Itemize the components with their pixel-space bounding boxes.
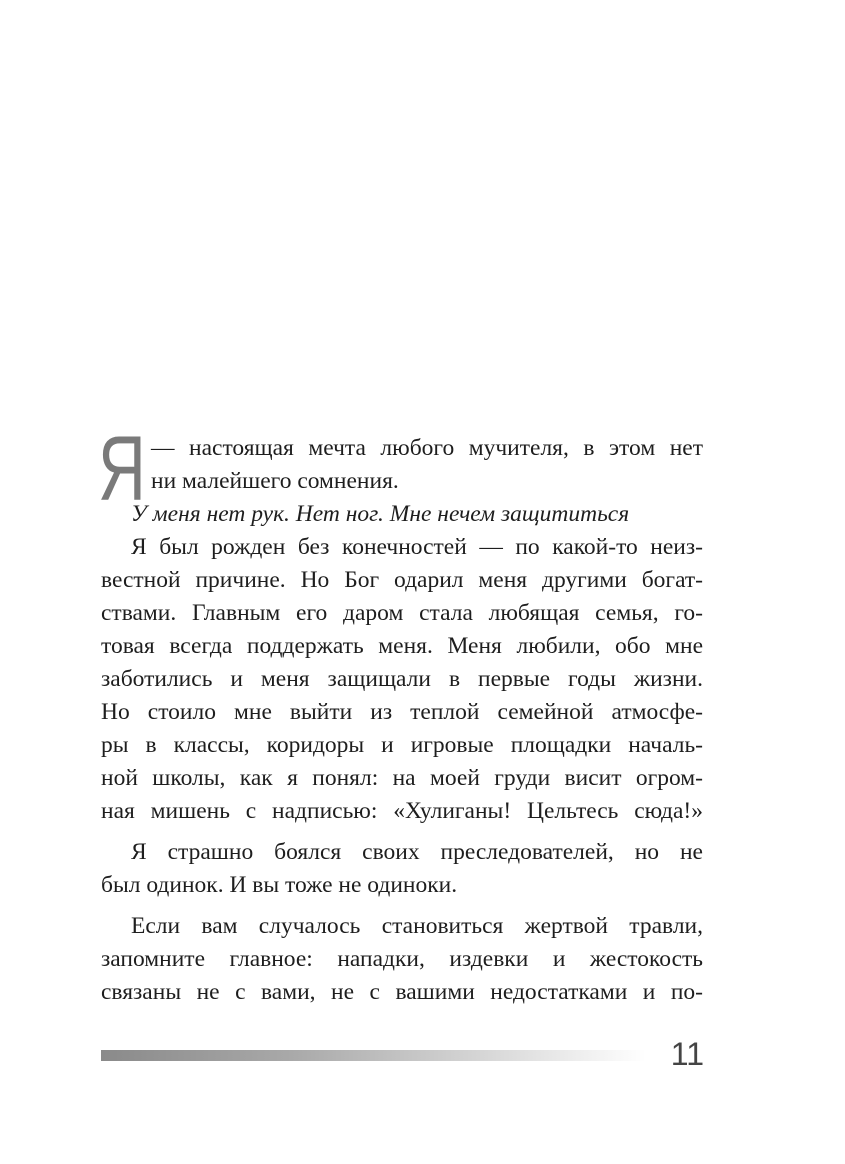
text-line: вестной причине. Но Бог одарил меня другими богат-	[101, 567, 703, 593]
text-line: — настоящая мечта любого мучителя, в этом нет	[151, 435, 703, 461]
book-page-text	[98, 418, 703, 1009]
text-line: Я страшно боялся своих преследователей, но не	[131, 839, 703, 865]
text-line: Если вам случалось становиться жертвой травли,	[131, 913, 703, 939]
text-line: заботились и меня защищали в первые годы жизни.	[101, 666, 703, 692]
text-line: ни малейшего сомнения.	[151, 468, 399, 494]
text-line: товая всегда поддержать меня. Меня любили, обо мне	[101, 633, 703, 659]
drop-cap: Я	[98, 418, 146, 520]
text-line: ная мишень с надписью: «Хулиганы! Цельтесь сюда!»	[101, 798, 703, 824]
text-line: запомните главное: нападки, издевки и жестокость	[101, 946, 703, 972]
footer-gradient-bar	[101, 1050, 646, 1061]
text-line: Но стоило мне выйти из теплой семейной атмосфе-	[101, 699, 703, 725]
text-line: ной школы, как я понял: на моей груди висит огром-	[101, 765, 703, 791]
text-line: связаны не с вами, не с вашими недостатками и по-	[101, 979, 703, 1005]
text-line: Я был рожден без конечностей — по какой-то неиз-	[131, 534, 703, 560]
page-number: 11	[670, 1036, 704, 1072]
italic-epigraph-line: У меня нет рук. Нет ног. Мне нечем защититься	[131, 501, 630, 527]
text-line: был одинок. И вы тоже не одиноки.	[101, 872, 458, 898]
text-line: ствами. Главным его даром стала любящая семья, го-	[101, 600, 703, 626]
text-line: ры в классы, коридоры и игровые площадки началь-	[101, 732, 703, 758]
